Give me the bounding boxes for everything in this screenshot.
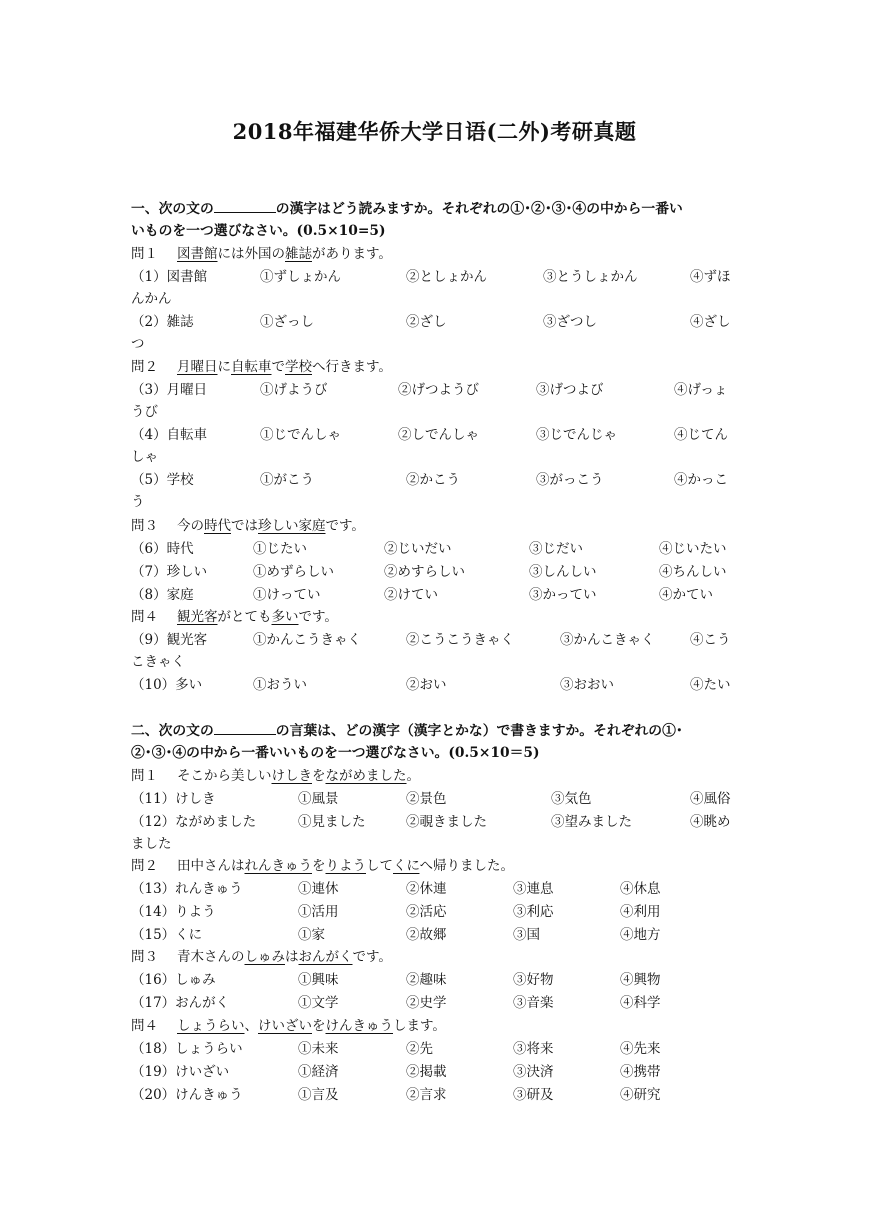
question-text: を bbox=[312, 1018, 326, 1034]
underlined-word: しゅみ bbox=[244, 949, 285, 965]
answer-option: ②こうこうきゃく bbox=[406, 632, 514, 648]
item-number: （8）家庭 bbox=[131, 587, 194, 603]
answer-option: ②めすらしい bbox=[384, 564, 465, 580]
item-number: （16）しゅみ bbox=[131, 972, 216, 988]
item-number: （5）学校 bbox=[131, 472, 194, 488]
answer-option: ③しんしい bbox=[529, 564, 597, 580]
section2-heading-suffix: の言葉は、どの漢字（漢字とかな）で書きますか。それぞれの①･ bbox=[275, 723, 683, 739]
answer-option: ③音楽 bbox=[513, 995, 554, 1011]
answer-option: ①じでんしゃ bbox=[260, 427, 341, 443]
item-number: （20）けんきゅう bbox=[131, 1087, 243, 1103]
item-number: （18）しょうらい bbox=[131, 1041, 243, 1057]
item-number: （3）月曜日 bbox=[131, 382, 208, 398]
answer-option: ①ざっし bbox=[260, 314, 314, 330]
answer-option: ①活用 bbox=[298, 904, 339, 920]
underlined-word: けしき bbox=[271, 768, 312, 784]
answer-option: ①風景 bbox=[298, 791, 339, 807]
item-number: （10）多い bbox=[131, 677, 203, 693]
answer-option: ②休連 bbox=[406, 881, 447, 897]
answer-option: ①ずしょかん bbox=[260, 269, 341, 285]
answer-option-wrap: ました bbox=[131, 836, 172, 852]
item-number: （9）観光客 bbox=[131, 632, 208, 648]
item-number: （2）雑誌 bbox=[131, 314, 194, 330]
answer-option: ①文学 bbox=[298, 995, 339, 1011]
item-number: （7）珍しい bbox=[131, 564, 208, 580]
item-number: （1）図書館 bbox=[131, 269, 208, 285]
section2-heading bbox=[131, 721, 683, 740]
answer-option: ③将来 bbox=[513, 1041, 554, 1057]
answer-option: ④先来 bbox=[620, 1041, 661, 1057]
section1-heading-suffix: の漢字はどう読みますか。それぞれの①･②･③･④の中から一番い bbox=[275, 201, 683, 217]
item-number: （6）時代 bbox=[131, 541, 194, 557]
answer-option: ②景色 bbox=[406, 791, 447, 807]
question-1-1 bbox=[131, 245, 392, 263]
answer-option: ②ざし bbox=[406, 314, 447, 330]
answer-option: ③げつよび bbox=[536, 382, 604, 398]
question-label: 問２ bbox=[131, 359, 158, 375]
underlined-word: 家庭 bbox=[298, 518, 326, 534]
item-number: （15）くに bbox=[131, 927, 203, 943]
answer-option: ④風俗 bbox=[690, 791, 731, 807]
answer-option: ①言及 bbox=[298, 1087, 339, 1103]
answer-option: ①見ました bbox=[298, 814, 366, 830]
answer-option: ④休息 bbox=[620, 881, 661, 897]
answer-option: ②じいだい bbox=[384, 541, 452, 557]
answer-option: ③がっこう bbox=[536, 472, 604, 488]
answer-option: ①じたい bbox=[253, 541, 307, 557]
question-text: へ行きます。 bbox=[312, 359, 392, 375]
section2-heading-line2: ②･③･④の中から一番いいものを一つ選びなさい。(0.5×10＝5) bbox=[131, 745, 540, 761]
answer-option: ④たい bbox=[690, 677, 731, 693]
question-label: 問１ bbox=[131, 768, 158, 784]
question-label: 問４ bbox=[131, 1018, 158, 1034]
answer-option: ③ざつし bbox=[543, 314, 597, 330]
answer-option: ④じてん bbox=[674, 427, 728, 443]
answer-option: ③好物 bbox=[513, 972, 554, 988]
question-2-1 bbox=[131, 767, 420, 785]
underlined-word: 学校 bbox=[285, 359, 312, 375]
question-text: 、 bbox=[244, 1018, 258, 1034]
answer-option: ④研究 bbox=[620, 1087, 661, 1103]
answer-option: ④こう bbox=[690, 632, 731, 648]
question-2-4 bbox=[131, 1017, 446, 1035]
answer-option: ③とうしょかん bbox=[543, 269, 638, 285]
underlined-word: りよう bbox=[325, 858, 366, 874]
answer-option-wrap: んかん bbox=[131, 291, 172, 307]
section1-heading bbox=[131, 199, 683, 218]
answer-option: ④じいたい bbox=[659, 541, 727, 557]
question-text: 田中さんは bbox=[177, 858, 245, 874]
section1-heading-prefix: 一、次の文の bbox=[131, 201, 214, 217]
answer-option: ②おい bbox=[406, 677, 447, 693]
answer-option: ④科学 bbox=[620, 995, 661, 1011]
answer-option: ①興味 bbox=[298, 972, 339, 988]
underlined-word: けんきゅう bbox=[325, 1018, 393, 1034]
answer-option: ①経済 bbox=[298, 1064, 339, 1080]
question-1-4 bbox=[131, 608, 338, 626]
answer-option: ③かんこきゃく bbox=[560, 632, 655, 648]
answer-option: ①けってい bbox=[253, 587, 321, 603]
answer-option: ②覗きました bbox=[406, 814, 487, 830]
answer-option: ②活応 bbox=[406, 904, 447, 920]
answer-option: ④ちんしい bbox=[659, 564, 727, 580]
underlined-word: くに bbox=[393, 858, 420, 874]
underlined-word: 自転車 bbox=[231, 359, 272, 375]
answer-option: ①がこう bbox=[260, 472, 314, 488]
blank-line bbox=[214, 199, 276, 213]
question-1-3 bbox=[131, 517, 365, 535]
answer-option: ③気色 bbox=[551, 791, 592, 807]
underlined-word: 多い bbox=[271, 609, 299, 625]
question-text: 青木さんの bbox=[177, 949, 245, 965]
answer-option: ①おうい bbox=[253, 677, 307, 693]
answer-option: ②掲載 bbox=[406, 1064, 447, 1080]
page-title: 2018年福建华侨大学日语(二外)考研真题 bbox=[232, 119, 637, 144]
question-text: を bbox=[312, 768, 326, 784]
answer-option: ②故郷 bbox=[406, 927, 447, 943]
answer-option: ②言求 bbox=[406, 1087, 447, 1103]
underlined-word: れんきゅう bbox=[244, 858, 312, 874]
answer-option: ②けてい bbox=[384, 587, 438, 603]
underlined-word: 図書館 bbox=[177, 246, 218, 262]
question-text: があります。 bbox=[312, 246, 392, 262]
answer-option: ②先 bbox=[406, 1041, 433, 1057]
answer-option: ②趣味 bbox=[406, 972, 447, 988]
item-number: （17）おんがく bbox=[131, 995, 230, 1011]
answer-option: ④利用 bbox=[620, 904, 661, 920]
answer-option: ③研及 bbox=[513, 1087, 554, 1103]
item-number: （14）りよう bbox=[131, 904, 216, 920]
answer-option: ④かっこ bbox=[674, 472, 728, 488]
answer-option: ④ずほ bbox=[690, 269, 731, 285]
answer-option-wrap: しゃ bbox=[131, 449, 158, 465]
answer-option: ②かこう bbox=[406, 472, 460, 488]
answer-option: ①家 bbox=[298, 927, 325, 943]
answer-option-wrap: う bbox=[131, 494, 145, 510]
answer-option: ②しでんしゃ bbox=[398, 427, 479, 443]
question-text: 。 bbox=[406, 768, 420, 784]
answer-option: ①未来 bbox=[298, 1041, 339, 1057]
item-number: （12）ながめました bbox=[131, 814, 257, 830]
underlined-word: しょうらい bbox=[177, 1018, 245, 1034]
question-text: には外国の bbox=[217, 246, 285, 262]
question-2-3 bbox=[131, 948, 392, 966]
answer-option: ④かてい bbox=[659, 587, 713, 603]
answer-option: ③望みました bbox=[551, 814, 632, 830]
answer-option-wrap: つ bbox=[131, 336, 145, 352]
underlined-word: 珍しい bbox=[258, 518, 299, 534]
answer-option: ②としょかん bbox=[406, 269, 487, 285]
underlined-word: おんがく bbox=[298, 949, 353, 965]
answer-option: ③国 bbox=[513, 927, 540, 943]
answer-option: ③かってい bbox=[529, 587, 597, 603]
answer-option: ①げようび bbox=[260, 382, 328, 398]
answer-option-wrap: うび bbox=[131, 404, 158, 420]
answer-option: ④地方 bbox=[620, 927, 661, 943]
blank-line bbox=[214, 721, 276, 735]
question-text: では bbox=[231, 518, 258, 534]
item-number: （11）けしき bbox=[131, 791, 216, 807]
question-text: です。 bbox=[298, 609, 338, 625]
question-text: で bbox=[271, 359, 285, 375]
question-text: そこから美しい bbox=[177, 768, 272, 784]
answer-option: ④眺め bbox=[690, 814, 731, 830]
answer-option: ③おおい bbox=[560, 677, 614, 693]
underlined-word: 月曜日 bbox=[177, 359, 218, 375]
answer-option: ④携帯 bbox=[620, 1064, 661, 1080]
underlined-word: けいざい bbox=[258, 1018, 312, 1034]
section1-heading-line2: いものを一つ選びなさい。(0.5×10=5) bbox=[131, 223, 386, 239]
question-text: します。 bbox=[393, 1018, 446, 1034]
answer-option: ③じだい bbox=[529, 541, 583, 557]
question-label: 問４ bbox=[131, 609, 158, 625]
item-number: （19）けいざい bbox=[131, 1064, 230, 1080]
question-text: 今の bbox=[177, 518, 204, 534]
underlined-word: 観光客 bbox=[177, 609, 218, 625]
question-2-2 bbox=[131, 857, 514, 875]
question-text: がとても bbox=[217, 609, 272, 625]
question-label: 問３ bbox=[131, 518, 158, 534]
question-text: です。 bbox=[352, 949, 392, 965]
answer-option: ①連休 bbox=[298, 881, 339, 897]
question-text: を bbox=[312, 858, 326, 874]
question-text: です。 bbox=[325, 518, 365, 534]
answer-option: ①かんこうきゃく bbox=[253, 632, 361, 648]
answer-option: ③連息 bbox=[513, 881, 554, 897]
question-label: 問２ bbox=[131, 858, 158, 874]
question-label: 問３ bbox=[131, 949, 158, 965]
underlined-word: ながめました bbox=[325, 768, 407, 784]
answer-option-wrap: こきゃく bbox=[131, 654, 185, 670]
answer-option: ④げっょ bbox=[674, 382, 728, 398]
answer-option: ②げつようび bbox=[398, 382, 479, 398]
answer-option: ③利応 bbox=[513, 904, 554, 920]
answer-option: ②史学 bbox=[406, 995, 447, 1011]
question-label: 問１ bbox=[131, 246, 158, 262]
question-1-2 bbox=[131, 358, 392, 376]
item-number: （13）れんきゅう bbox=[131, 881, 243, 897]
underlined-word: 時代 bbox=[204, 518, 231, 534]
answer-option: ①めずらしい bbox=[253, 564, 334, 580]
answer-option: ④ざし bbox=[690, 314, 731, 330]
question-text: して bbox=[366, 858, 393, 874]
question-text: に bbox=[217, 359, 231, 375]
item-number: （4）自転車 bbox=[131, 427, 208, 443]
answer-option: ③じでんじゃ bbox=[536, 427, 617, 443]
answer-option: ④興物 bbox=[620, 972, 661, 988]
section2-heading-prefix: 二、次の文の bbox=[131, 723, 214, 739]
answer-option: ③決済 bbox=[513, 1064, 554, 1080]
question-text: は bbox=[285, 949, 299, 965]
underlined-word: 雑誌 bbox=[285, 246, 312, 262]
question-text: へ帰りました。 bbox=[419, 858, 514, 874]
